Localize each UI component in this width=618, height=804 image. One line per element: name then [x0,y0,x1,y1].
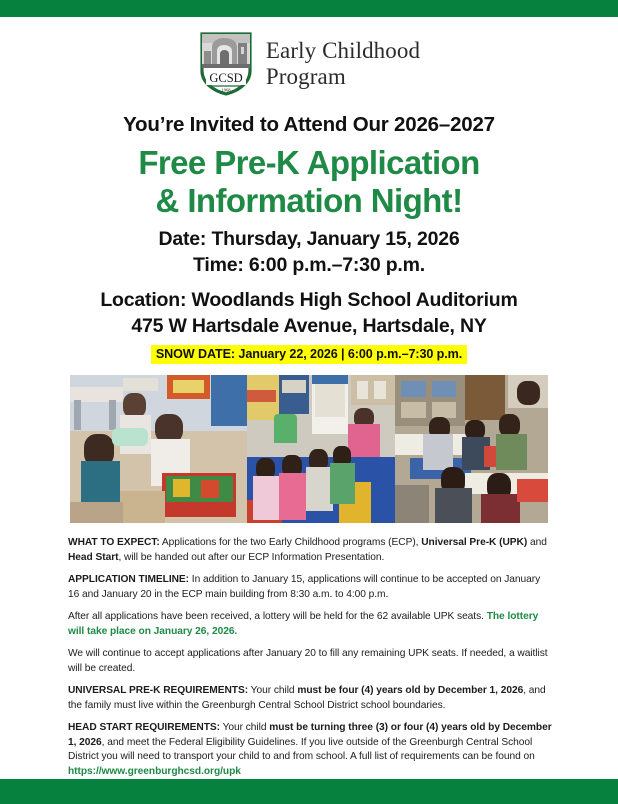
shield-gcsd-text: GCSD [209,71,243,85]
what-to-expect-text-2: and [527,537,547,549]
head-start-text-1: Your child [220,722,270,734]
upk-requirements-text-1: Your child [248,685,298,697]
flyer-body [0,17,618,779]
event-date: Date: Thursday, January 15, 2026 [158,228,460,251]
upk-age-requirement-bold: must be four (4) years old by December 1, 2026 [297,685,524,697]
invite-line: You’re Invited to Attend Our 2026–2027 [123,113,495,136]
photo-panel-block-play [70,375,247,523]
what-to-expect-label: WHAT TO EXPECT: [68,537,160,549]
application-timeline-label: APPLICATION TIMELINE: [68,574,190,586]
event-location-line-1: Location: Woodlands High School Auditorium [100,289,518,312]
logo-name-line-1: Early Childhood [265,38,421,64]
title-line-1: Free Pre-K Application [138,144,480,181]
logo-wordmark [266,38,420,90]
bottom-green-bar [0,779,618,804]
head-start-bold: Head Start [68,551,119,563]
what-to-expect-text-3: , will be handed out after our ECP Information Presentation. [118,551,385,563]
paragraph-what-to-expect [68,536,552,565]
paragraph-application-timeline [68,573,552,602]
page-title [0,144,618,219]
universal-prek-bold: Universal Pre-K (UPK) [421,537,528,549]
head-start-requirements-label: HEAD START REQUIREMENTS: [68,722,220,734]
photo-panel-story-time [247,375,395,523]
snow-date-badge: SNOW DATE: January 22, 2026 | 6:00 p.m.–7:30 p.m. [151,345,467,364]
head-start-age-requirement-bold: must be turning three (3) or four (4) years old by December 1, 2026 [68,722,552,748]
top-green-bar [0,0,618,17]
event-time: Time: 6:00 p.m.–7:30 p.m. [193,254,425,277]
body-copy [68,536,552,779]
paragraph-head-start-requirements [68,721,552,779]
logo-name-line-2: Program [265,64,346,89]
waitlist-text: We will continue to accept applications after January 20 to fill any remaining UPK seats. If needed, a waitlist will be created. [68,648,548,674]
lottery-text: After all applications have been received, a lottery will be held for the 62 available UPK seats. [68,611,487,623]
shield-year-text: 1968 [221,87,231,93]
head-start-text-2: , and meet the Federal Eligibility Guidelines. If you live outside of the Greenburgh Central School District you will need to transport your child to and from school. A full list of requirements can be found on [68,736,535,763]
photo-panel-table-work [395,375,548,523]
upk-requirements-label: UNIVERSAL PRE-K REQUIREMENTS: [68,685,249,697]
paragraph-lottery [68,610,552,639]
snow-date-row [0,345,618,364]
paragraph-waitlist [68,647,552,676]
application-timeline-text: In addition to January 15, applications will continue to be accepted on January 16 and January 20 in the ECP main building from 8:30 a.m. to 4:00 p.m. [68,574,541,600]
lottery-date-highlight: The lottery will take place on January 26, 2026. [68,611,539,637]
event-location-line-2: 475 W Hartsdale Avenue, Hartsdale, NY [131,315,487,338]
paragraph-upk-requirements [68,684,552,713]
upk-requirements-text-2: , and the family must live within the Greenburgh Central School District school boundaries. [68,685,546,711]
logo-header [0,17,618,101]
what-to-expect-text-1: Applications for the two Early Childhood programs (ECP), [159,537,422,549]
upk-website-link[interactable]: https://www.greenburghcsd.org/upk [68,765,241,777]
classroom-photo-collage [70,375,548,523]
gcsd-shield-logo [198,31,254,97]
title-line-2: & Information Night! [155,181,463,219]
